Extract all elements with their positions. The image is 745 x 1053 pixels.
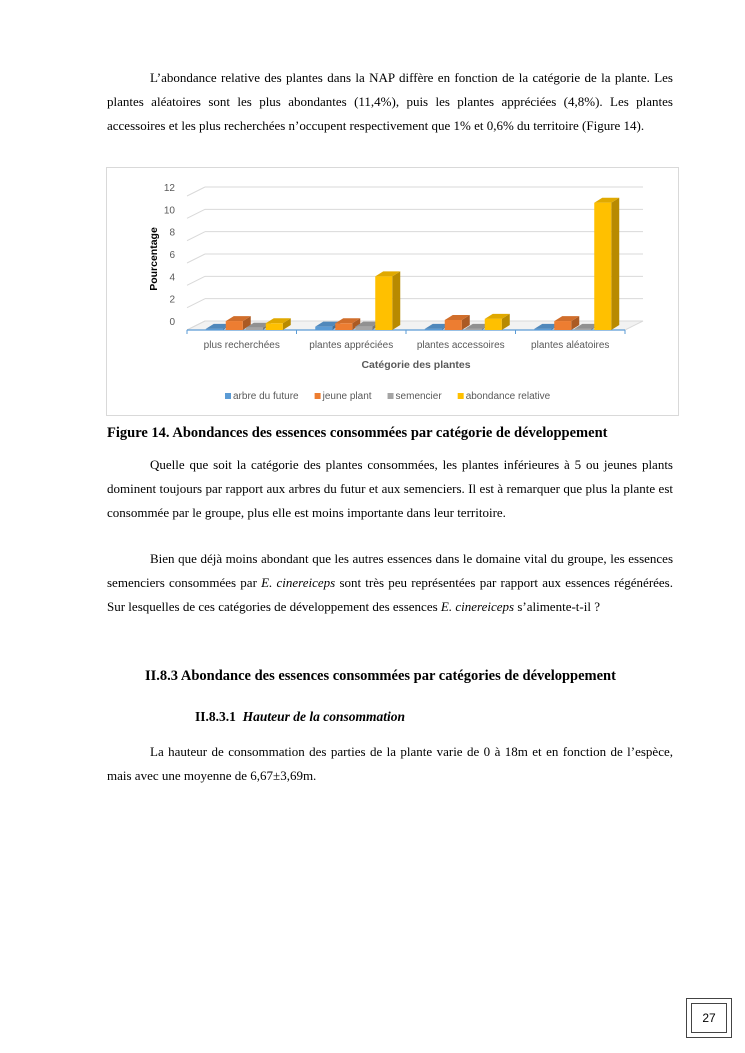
y-tick-label: 0 — [169, 317, 175, 328]
paragraph-text: La hauteur de consommation des parties de la plante varie de 0 à 18m et en fonction de l’espèce, mais avec une moyenne de 6,67±3,69m. — [107, 744, 673, 784]
x-tick-label: plus recherchées — [203, 340, 280, 351]
gridline-wall — [187, 299, 205, 308]
bar — [246, 328, 263, 330]
x-tick-label: plantes accessoires — [416, 340, 505, 351]
legend-swatch — [225, 393, 231, 399]
figure-caption: Figure 14. Abondances des essences consommées par catégorie de développement — [107, 425, 608, 441]
y-axis-title: Pourcentage — [148, 227, 160, 291]
gridline-wall — [187, 187, 205, 196]
gridline-wall — [187, 276, 205, 285]
y-tick-label: 12 — [163, 183, 175, 194]
paragraph-text: L’abondance relative des plantes dans la NAP diffère en fonction de la catégorie de la plante. Les plantes aléatoires sont les plus abondantes (11,4%), puis les plantes appréciées (4,8%). Les plantes accessoires et les plus recherchées n’occupent respectivement que 1% et 0,6% du territoire (Figure 14). — [107, 70, 673, 134]
bar — [206, 329, 223, 330]
y-tick-label: 10 — [163, 205, 175, 217]
legend-label: abondance relative — [465, 391, 551, 402]
paragraph-text: Bien que déjà moins abondant que les autres essences dans le domaine vital du groupe, les essences semenciers consommées par — [107, 551, 673, 591]
legend-label: jeune plant — [322, 391, 372, 402]
legend-label: semencier — [395, 391, 442, 402]
bar — [485, 319, 502, 330]
page-number: 27 — [702, 1011, 716, 1025]
page-number-box — [686, 998, 732, 1038]
bar — [226, 321, 243, 330]
paragraph-consumption-height — [107, 740, 673, 788]
subsection-number: II.8.3.1 — [195, 709, 236, 724]
legend-swatch — [315, 393, 321, 399]
subsection-heading — [195, 709, 405, 725]
bar — [266, 323, 283, 330]
bar — [465, 329, 482, 330]
legend-swatch — [458, 393, 464, 399]
gridline-wall — [187, 232, 205, 241]
bar — [335, 323, 352, 330]
section-heading: II.8.3 Abondance des essences consommées par catégories de développement — [145, 668, 616, 684]
bar-side — [392, 271, 400, 330]
bar — [375, 276, 392, 330]
y-tick-label: 2 — [169, 294, 175, 306]
bar — [445, 320, 462, 330]
y-tick-label: 8 — [169, 227, 175, 239]
bar — [554, 321, 571, 330]
bar-side — [611, 198, 619, 330]
bar — [315, 327, 332, 330]
bar — [355, 327, 372, 330]
gridline-wall — [187, 254, 205, 263]
chart-container — [106, 167, 679, 416]
x-tick-label: plantes aléatoires — [531, 340, 610, 351]
bar-chart — [107, 168, 680, 417]
x-axis-title: Catégorie des plantes — [361, 359, 471, 371]
y-tick-label: 4 — [169, 272, 175, 284]
bar — [574, 329, 591, 330]
paragraph-semenciers — [107, 547, 673, 620]
species-name: E. cinereiceps — [261, 575, 336, 591]
paragraph-text: s’alimente-t-il ? — [514, 599, 600, 615]
legend-swatch — [388, 393, 394, 399]
bar — [425, 329, 442, 330]
bar — [594, 203, 611, 330]
paragraph-category-comparison — [107, 453, 673, 526]
x-tick-label: plantes appréciées — [309, 340, 394, 351]
gridline-wall — [187, 209, 205, 218]
paragraph-abundance-intro — [107, 66, 673, 139]
bar — [534, 329, 551, 330]
species-name: E. cinereiceps — [440, 599, 515, 615]
subsection-title: Hauteur de la consommation — [242, 709, 406, 724]
paragraph-text: sont très peu représentées par rapport aux essences régénérées. Sur lesquelles de ces catégories de développement des essences — [107, 575, 673, 615]
legend-label: arbre du future — [233, 391, 299, 402]
y-tick-label: 6 — [169, 250, 175, 261]
paragraph-text: Quelle que soit la catégorie des plantes consommées, les plantes inférieures à 5 ou jeunes plants dominent toujours par rapport aux arbres du futur et aux semenciers. Il est à remarquer que plus la plante est consommée par le groupe, plus elle est moins importante dans leur territoire. — [107, 457, 673, 521]
